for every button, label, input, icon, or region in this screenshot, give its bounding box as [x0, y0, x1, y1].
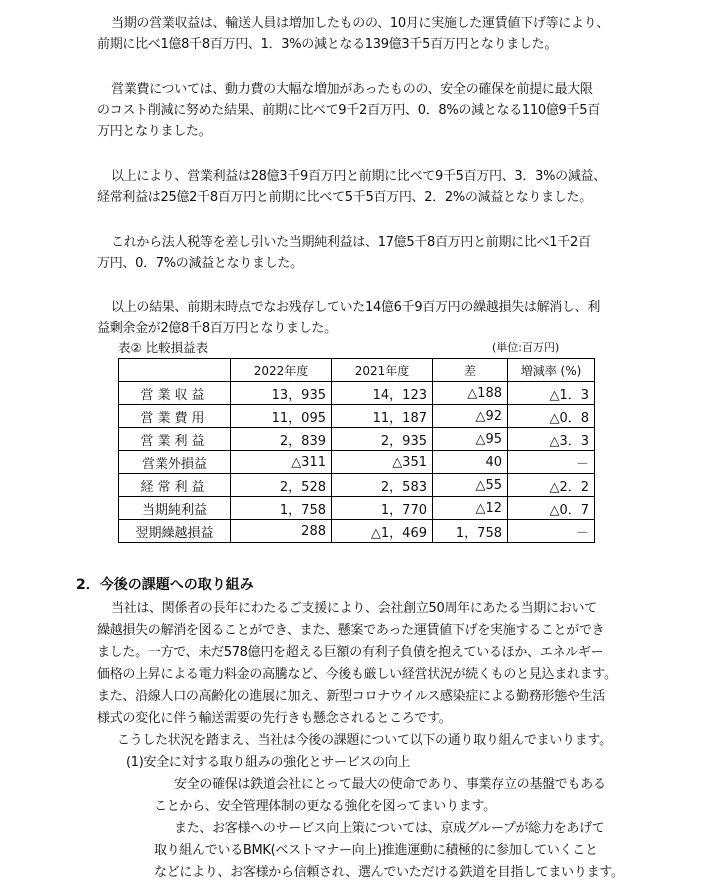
table-caption: 表② 比較損益表 — [118, 340, 209, 355]
text-line: 安全の確保は鉄道会社にとって最大の使命であり、事業存立の基盤でもある — [174, 777, 606, 792]
table-unit-label: (単位:百万円) — [492, 341, 560, 354]
cell-2021: 11，187 — [332, 405, 433, 428]
paragraph-operating-revenue — [97, 13, 657, 55]
cell-diff: 40 — [433, 451, 508, 474]
text-line: 前期に比べ1億8千8百万円、1．3%の減となる139億3千5百万円となりました。 — [97, 37, 558, 52]
row-label: 営業費用 — [119, 405, 231, 428]
cell-diff: △95 — [433, 428, 508, 451]
paragraph-operating-expenses — [97, 79, 657, 142]
text-line: 営業費については、動力費の大幅な増加があったものの、安全の確保を前提に最大限 — [111, 82, 593, 97]
text-line: のコスト削減に努めた結果、前期に比べて9千2百万円、0．8%の減となる110億9千5百 — [97, 103, 600, 118]
table-row — [119, 405, 595, 428]
cell-2022: 1，758 — [231, 497, 332, 520]
text-line: 万円となりました。 — [97, 124, 212, 139]
row-label: 営業収益 — [119, 382, 231, 405]
row-label: 翌期繰越損益 — [119, 520, 231, 543]
cell-diff: △12 — [433, 497, 508, 520]
cell-2021: △351 — [332, 451, 433, 474]
cell-2022: △311 — [231, 451, 332, 474]
text-line: 当社は、関係者の長年にわたるご支援により、会社創立50周年にあたる当期において — [111, 601, 597, 616]
table-header-2022: 2022年度 — [231, 359, 332, 382]
table-header-2021: 2021年度 — [332, 359, 433, 382]
text-line: ことから、安全管理体制の更なる強化を図ってまいります。 — [154, 799, 496, 814]
table-row — [119, 382, 595, 405]
cell-diff: △55 — [433, 474, 508, 497]
text-line: (1)安全に対する取り組みの強化とサービスの向上 — [126, 755, 411, 770]
text-line: こうした状況を踏まえ、当社は今後の課題について以下の通り取り組んでまいります。 — [117, 733, 612, 748]
text-line: 様式の変化に伴う輸送需要の先行きも懸念されるところです。 — [97, 711, 452, 726]
comparative-income-table — [118, 358, 595, 543]
text-line: 以上の結果、前期末時点でなお残存していた14億6千9百万円の繰越損失は解消し、利 — [111, 300, 601, 315]
text-line: 経常利益は25億2千8百万円と前期に比べて5千5百万円、2．2%の減益となりました。 — [97, 190, 592, 205]
cell-2021: 2，583 — [332, 474, 433, 497]
table-row — [119, 451, 595, 474]
table-header-diff: 差 — [433, 359, 508, 382]
paragraph-approach-intro — [117, 730, 657, 752]
paragraph-future-challenges — [97, 598, 642, 730]
text-line: また、沿線人口の高齢化の進展に加え、新型コロナウイルス感染症による勤務形態や生活 — [97, 689, 606, 704]
cell-rate: △0．8 — [508, 405, 595, 428]
row-label: 営業利益 — [119, 428, 231, 451]
paragraph-operating-profit — [97, 166, 657, 208]
text-line: 万円、0．7%の減益となりました。 — [97, 256, 303, 271]
row-label: 当期純利益 — [119, 497, 231, 520]
text-line: 取り組んでいるBMK(ベストマナー向上)推進運動に積極的に参加していくこと — [154, 843, 598, 858]
cell-rate: △2．2 — [508, 474, 595, 497]
table-row — [119, 474, 595, 497]
table-row — [119, 520, 595, 543]
text-line: これから法人税等を差し引いた当期純利益は、17億5千8百万円と前期に比べ1千2百 — [111, 235, 591, 250]
text-line: 益剰余金が2億8千8百万円となりました。 — [97, 321, 337, 336]
cell-2021: 1，770 — [332, 497, 433, 520]
table-row — [119, 497, 595, 520]
row-label: 経常利益 — [119, 474, 231, 497]
cell-diff: △92 — [433, 405, 508, 428]
cell-2021: 2，935 — [332, 428, 433, 451]
cell-rate: － — [508, 520, 595, 543]
paragraph-net-income — [97, 232, 657, 274]
cell-rate: △0．7 — [508, 497, 595, 520]
cell-2021: △1，469 — [332, 520, 433, 543]
cell-rate: － — [508, 451, 595, 474]
paragraph-service — [154, 818, 644, 884]
text-line: また、お客様へのサービス向上策については、京成グループが総力をあげて — [174, 821, 605, 836]
text-line: などにより、お客様から信頼され、選んでいただける鉄道を目指してまいります。 — [154, 865, 624, 880]
table-row — [119, 428, 595, 451]
text-line: ました。一方で、未だ578億円を超える巨額の有利子負債を抱えているほか、エネルギー — [97, 645, 604, 660]
cell-diff: △188 — [433, 382, 508, 405]
text-line: 当期の営業収益は、輸送人員は増加したものの、10月に実施した運賃値下げ等により、 — [111, 16, 610, 31]
text-line: 繰越損失の解消を図ることができ、また、懸案であった運賃値下げを実施することができ — [97, 623, 605, 638]
row-label: 営業外損益 — [119, 451, 231, 474]
paragraph-retained-earnings — [97, 297, 657, 339]
cell-2022: 13，935 — [231, 382, 332, 405]
cell-2022: 288 — [231, 520, 332, 543]
text-line: 価格の上昇による電力料金の高騰など、今後も厳しい経営状況が続くものと見込まれます。 — [97, 667, 617, 682]
section-heading: 2．今後の課題への取り組み — [76, 577, 254, 593]
table-header-row — [119, 359, 595, 382]
table-header-rate: 増減率 (%) — [508, 359, 595, 382]
text-line: 以上により、営業利益は28億3千9百万円と前期に比べて9千5百万円、3．3%の減益、 — [111, 169, 606, 184]
subsection-heading-safety — [126, 752, 646, 774]
cell-rate: △1．3 — [508, 382, 595, 405]
cell-2021: 14，123 — [332, 382, 433, 405]
paragraph-safety — [154, 774, 644, 818]
table-header-corner — [119, 359, 231, 382]
cell-rate: △3．3 — [508, 428, 595, 451]
cell-2022: 2，528 — [231, 474, 332, 497]
cell-2022: 11，095 — [231, 405, 332, 428]
cell-diff: 1，758 — [433, 520, 508, 543]
cell-2022: 2，839 — [231, 428, 332, 451]
